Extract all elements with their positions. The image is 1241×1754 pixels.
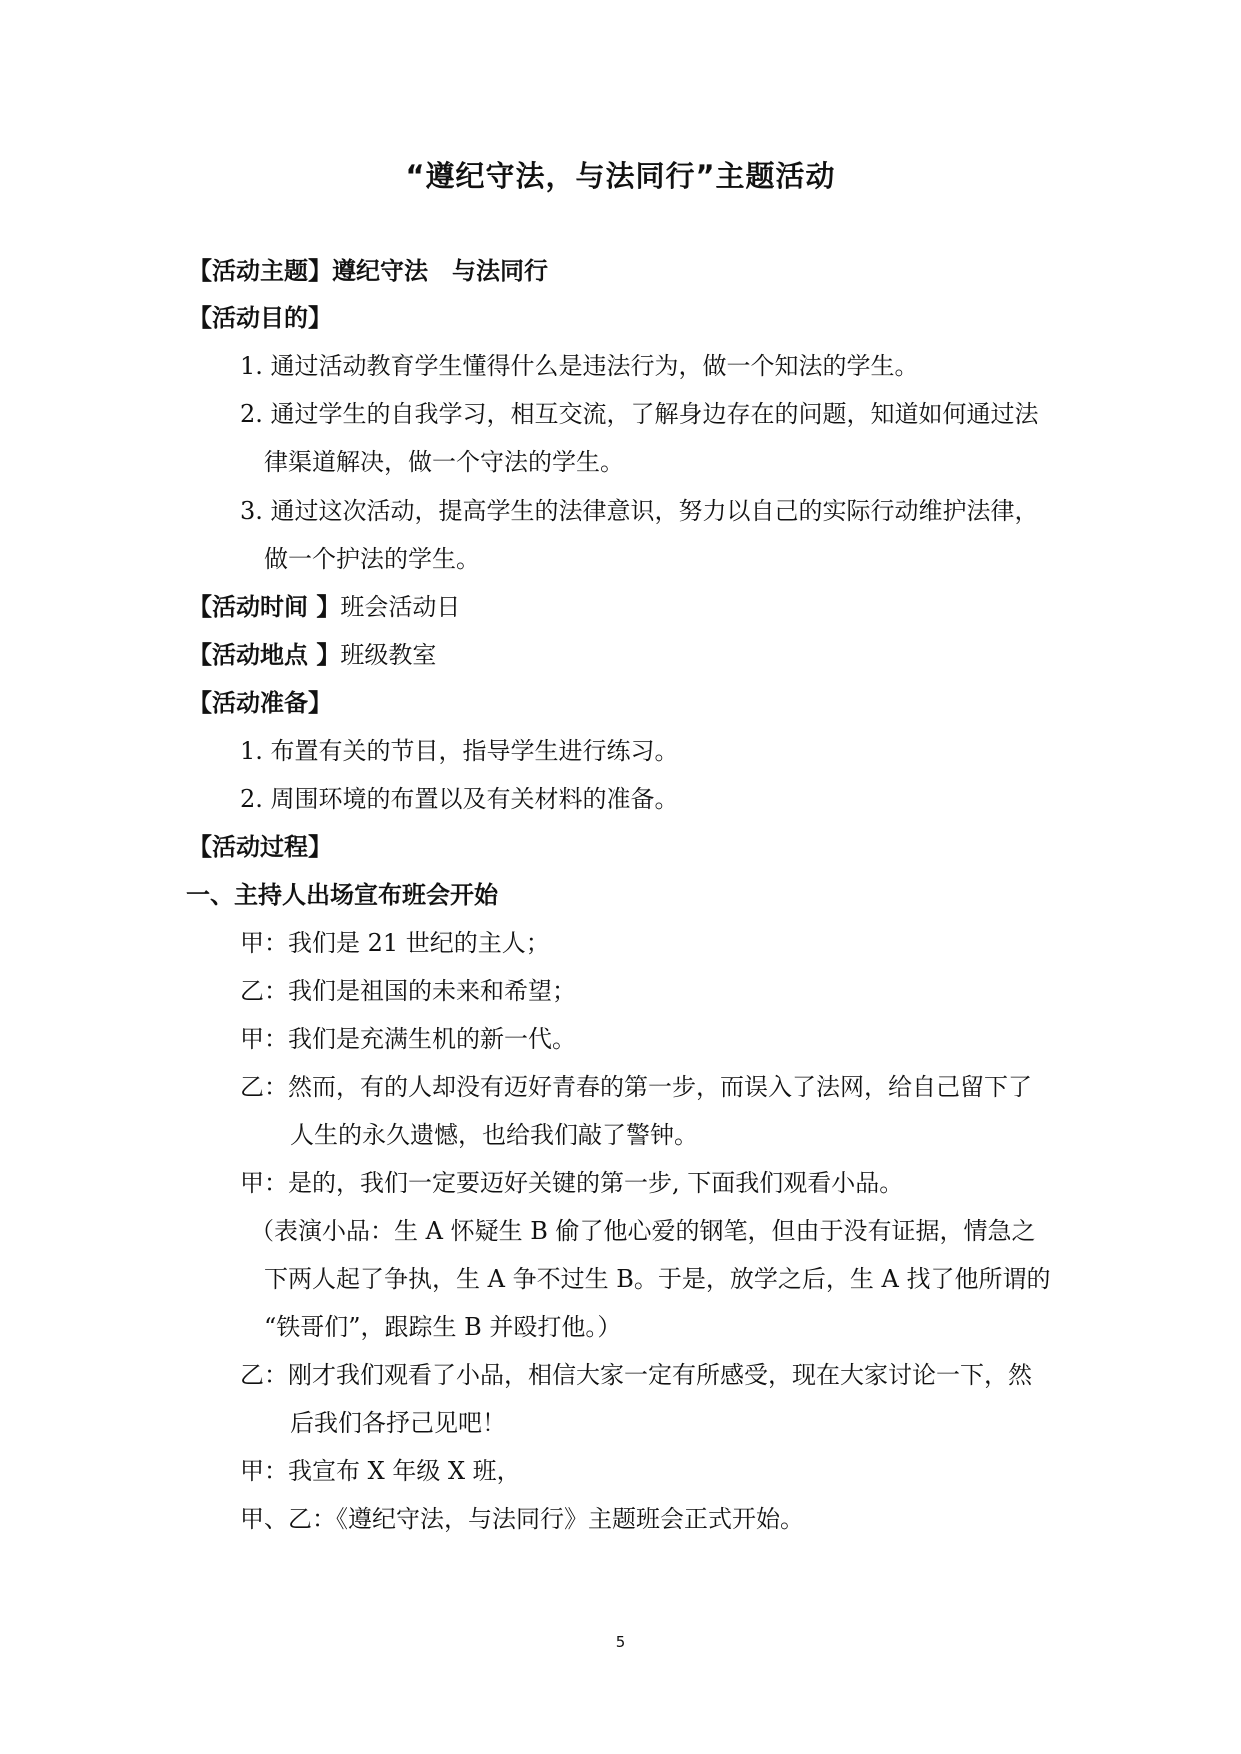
- skit-description-continued: 下两人起了争执，生 A 争不过生 B。于是，放学之后，生 A 找了他所谓的: [264, 1265, 1051, 1293]
- dialogue-line: 乙：然而，有的人却没有迈好青春的第一步，而误入了法网，给自己留下了: [240, 1073, 1032, 1101]
- dialogue-line: 甲：我们是充满生机的新一代。: [240, 1025, 576, 1053]
- dialogue-line: 乙：刚才我们观看了小品，相信大家一定有所感受，现在大家讨论一下，然: [240, 1361, 1032, 1389]
- purpose-item-1: 1. 通过活动教育学生懂得什么是违法行为，做一个知法的学生。: [240, 352, 919, 380]
- dialogue-line-continued: 人生的永久遗憾，也给我们敲了警钟。: [290, 1121, 698, 1149]
- place-line: [188, 638, 436, 672]
- preparation-item-2: 2. 周围环境的布置以及有关材料的准备。: [240, 785, 679, 813]
- dialogue-line: 甲、乙：《遵纪守法，与法同行》主题班会正式开始。: [240, 1505, 804, 1533]
- page-title: “遵纪守法，与法同行”主题活动: [405, 159, 836, 193]
- theme-label: 【活动主题】: [188, 257, 332, 285]
- time-value: 班会活动日: [340, 593, 461, 621]
- skit-description-continued: “铁哥们”，跟踪生 B 并殴打他。）: [264, 1313, 622, 1341]
- place-value: 班级教室: [340, 641, 437, 669]
- purpose-item-3-continued: 做一个护法的学生。: [264, 545, 480, 573]
- place-label: 【活动地点 】: [188, 641, 341, 669]
- dialogue-line-continued: 后我们各抒己见吧！: [290, 1409, 506, 1437]
- purpose-item-2-continued: 律渠道解决，做一个守法的学生。: [264, 448, 624, 476]
- dialogue-line: 甲：是的，我们一定要迈好关键的第一步, 下面我们观看小品。: [240, 1169, 904, 1197]
- purpose-item-2: 2. 通过学生的自我学习，相互交流，了解身边存在的问题，知道如何通过法: [240, 400, 1039, 428]
- preparation-heading: 【活动准备】: [188, 689, 332, 717]
- purpose-heading: 【活动目的】: [188, 304, 332, 332]
- section-heading-1: 一、主持人出场宣布班会开始: [186, 881, 498, 909]
- purpose-item-3: 3. 通过这次活动，提高学生的法律意识，努力以自己的实际行动维护法律，: [240, 497, 1039, 525]
- dialogue-line: 甲：我宣布 X 年级 X 班，: [240, 1457, 521, 1485]
- theme-line: [188, 254, 548, 288]
- dialogue-line: 甲：我们是 21 世纪的主人；: [240, 929, 550, 957]
- time-line: [188, 590, 460, 624]
- process-heading: 【活动过程】: [188, 833, 332, 861]
- preparation-item-1: 1. 布置有关的节目，指导学生进行练习。: [240, 737, 679, 765]
- theme-value: 遵纪守法 与法同行: [332, 257, 548, 285]
- time-label: 【活动时间 】: [188, 593, 341, 621]
- page-number: 5: [615, 1633, 626, 1651]
- dialogue-line: 乙：我们是祖国的未来和希望；: [240, 977, 576, 1005]
- skit-description: （表演小品：生 A 怀疑生 B 偷了他心爱的钢笔，但由于没有证据，情急之: [250, 1217, 1036, 1245]
